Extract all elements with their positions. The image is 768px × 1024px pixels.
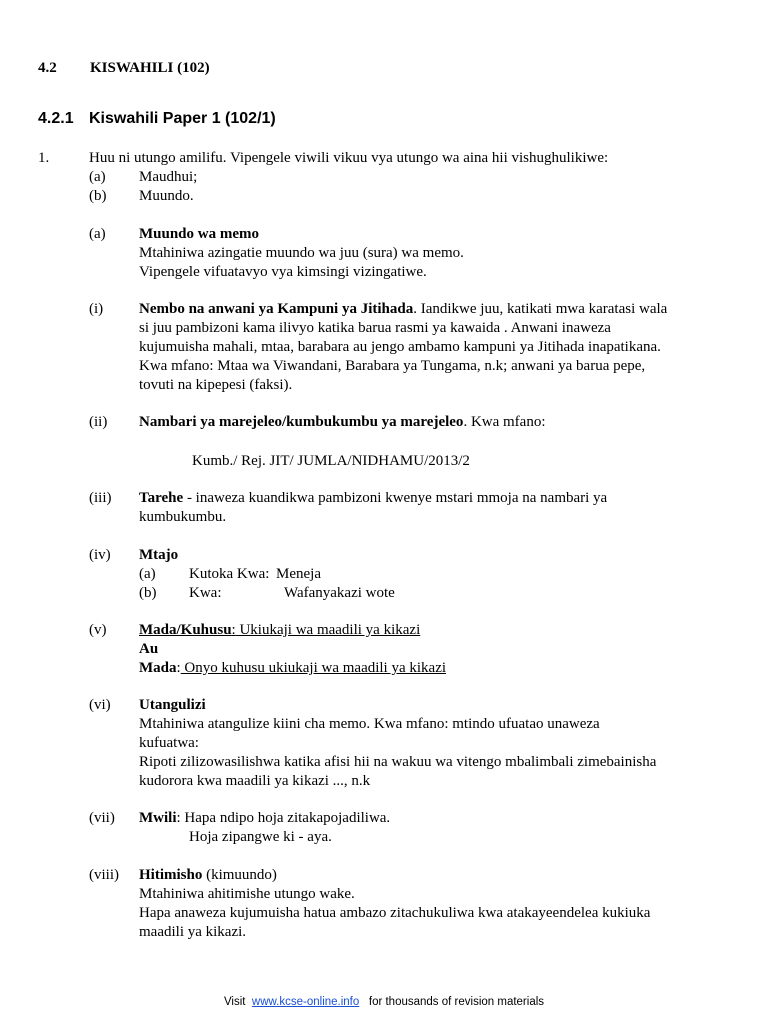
item-iii-line: kumbukumbu. bbox=[139, 509, 227, 525]
muundo-heading: Muundo wa memo bbox=[139, 226, 260, 242]
item-vi-line: kudorora kwa maadili ya kikazi ..., n.k bbox=[139, 773, 371, 789]
mada-kuhusu-colon: : bbox=[231, 622, 236, 638]
mada-line bbox=[139, 659, 446, 678]
item-label: (iii) bbox=[89, 490, 112, 506]
item-viii-line: Hapa anaweza kujumuisha hatua ambazo zitachukuliwa kwa atakayeendelea kukiuka bbox=[139, 905, 651, 921]
item-ii-line bbox=[139, 413, 546, 432]
part-label: (b) bbox=[89, 188, 107, 204]
mtajo-row-value: Meneja bbox=[276, 566, 321, 582]
item-label: (iv) bbox=[89, 547, 111, 563]
or-text: Au bbox=[139, 641, 159, 657]
mada-kuhusu-line bbox=[139, 621, 420, 640]
item-vii-line bbox=[139, 809, 390, 828]
item-i-line: si juu pambizoni kama ilivyo katika barua rasmi ya kawaida . Anwani inaweza bbox=[139, 320, 611, 336]
subsection-number: 4.2.1 bbox=[38, 110, 74, 127]
item-viii-bold: Hitimisho bbox=[139, 867, 203, 883]
item-vii-text: : Hapa ndipo hoja zitakapojadiliwa. bbox=[176, 810, 391, 826]
muundo-label: (a) bbox=[89, 226, 106, 242]
mada-colon: : bbox=[176, 660, 181, 676]
item-i-line: kujumuisha mahali, mtaa, barabara au jengo ambamo kampuni ya Jitihada inapatikana. bbox=[139, 339, 661, 355]
item-vi-line: Mtahiniwa atangulize kiini cha memo. Kwa mfano: mtindo ufuatao unaweza bbox=[139, 716, 600, 732]
item-iii-line bbox=[139, 489, 607, 508]
mada-bold: Mada bbox=[139, 660, 177, 676]
item-i-line: Kwa mfano: Mtaa wa Viwandani, Barabara ya Tungama, n.k; anwani ya barua pepe, bbox=[139, 358, 646, 374]
item-i-first-line bbox=[139, 300, 667, 319]
item-viii-line: maadili ya kikazi. bbox=[139, 924, 247, 940]
muundo-line: Vipengele vifuatavyo vya kimsingi vizingatiwe. bbox=[139, 264, 427, 280]
part-label: (a) bbox=[89, 169, 106, 185]
mada-text: Onyo kuhusu ukiukaji wa maadili ya kikazi bbox=[180, 660, 447, 676]
item-i-text: . Iandikwe juu, katikati mwa karatasi wala bbox=[413, 301, 668, 317]
item-iv-bold: Mtajo bbox=[139, 547, 179, 563]
footer-text: for thousands of revision materials bbox=[368, 996, 545, 1008]
item-label: (vi) bbox=[89, 697, 111, 713]
mada-kuhusu-text: Ukiukaji wa maadili ya kikazi bbox=[235, 622, 421, 638]
mtajo-row-key: Kutoka Kwa: bbox=[189, 566, 270, 582]
item-iii-bold: Tarehe bbox=[139, 490, 184, 506]
section-title: KISWAHILI (102) bbox=[90, 60, 210, 76]
item-ii-bold: Nambari ya marejeleo/kumbukumbu ya marejeleo bbox=[139, 414, 464, 430]
item-i-line: tovuti na kipepesi (faksi). bbox=[139, 377, 293, 393]
item-vi-bold: Utangulizi bbox=[139, 697, 206, 713]
item-viii-line bbox=[139, 866, 277, 885]
part-text: Maudhui; bbox=[139, 169, 198, 185]
subsection-title: Kiswahili Paper 1 (102/1) bbox=[89, 110, 276, 127]
item-label: (vii) bbox=[89, 810, 115, 826]
mtajo-row-key: Kwa: bbox=[189, 585, 222, 601]
item-iii-text: - inaweza kuandikwa pambizoni kwenye mstari mmoja na nambari ya bbox=[183, 490, 608, 506]
question-intro: Huu ni utungo amilifu. Vipengele viwili vikuu vya utungo wa aina hii vishughulikiwe: bbox=[89, 150, 609, 166]
item-label: (v) bbox=[89, 622, 107, 638]
section-number: 4.2 bbox=[38, 60, 57, 76]
item-vi-line: Ripoti zilizowasilishwa katika afisi hii na wakuu wa vitengo mbalimbali zimebainisha bbox=[139, 754, 657, 770]
footer-visit: Visit bbox=[223, 996, 246, 1008]
item-label: (i) bbox=[89, 301, 104, 317]
question-number: 1. bbox=[38, 150, 50, 166]
mtajo-row-label: (b) bbox=[139, 585, 157, 601]
footer-link[interactable]: www.kcse-online.info bbox=[251, 996, 360, 1008]
muundo-line: Mtahiniwa azingatie muundo wa juu (sura) wa memo. bbox=[139, 245, 464, 261]
item-ii-text: . Kwa mfano: bbox=[463, 414, 546, 430]
mtajo-row-label: (a) bbox=[139, 566, 156, 582]
item-vi-line: kufuatwa: bbox=[139, 735, 199, 751]
mada-kuhusu-bold: Mada/Kuhusu bbox=[139, 622, 232, 638]
item-label: (viii) bbox=[89, 867, 119, 883]
item-vii-line: Hoja zipangwe ki - aya. bbox=[189, 829, 332, 845]
footer bbox=[0, 993, 768, 1012]
mtajo-row-value: Wafanyakazi wote bbox=[284, 585, 395, 601]
item-i-bold: Nembo na anwani ya Kampuni ya Jitihada bbox=[139, 301, 414, 317]
item-vii-bold: Mwili bbox=[139, 810, 177, 826]
item-viii-text: (kimuundo) bbox=[202, 867, 277, 883]
part-text: Muundo. bbox=[139, 188, 194, 204]
reference-example: Kumb./ Rej. JIT/ JUMLA/NIDHAMU/2013/2 bbox=[192, 453, 470, 469]
item-viii-line: Mtahiniwa ahitimishe utungo wake. bbox=[139, 886, 355, 902]
item-label: (ii) bbox=[89, 414, 108, 430]
